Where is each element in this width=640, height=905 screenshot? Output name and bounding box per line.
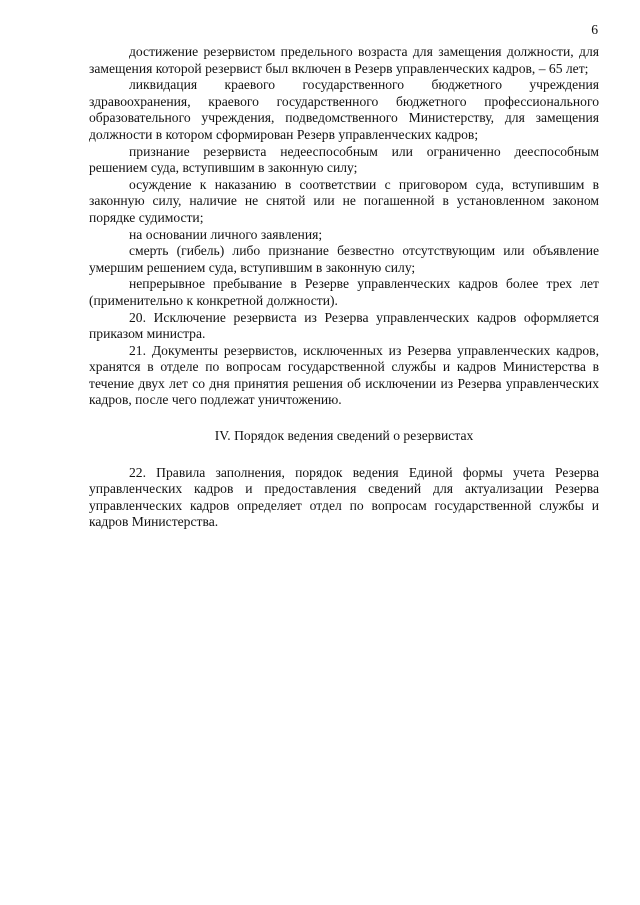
section-heading: IV. Порядок ведения сведений о резервистах — [214, 428, 474, 444]
paragraph-20: 20. Исключение резервиста из Резерва управленческих кадров оформляется приказом министра. — [89, 309, 599, 342]
paragraph-death: смерть (гибель) либо признание безвестно отсутствующим или объявление умершим решением суда, вступившим в законную силу; — [89, 243, 599, 275]
paragraph-liquidation: ликвидация краевого государственного бюджетного учреждения здравоохранения, краевого государственного бюджетного профессионального образовательного учреждения, подведомственного Министерству, для замещения должности в котором сформирован Резерв управленческих кадров; — [89, 77, 599, 142]
paragraph-conviction: осуждение к наказанию в соответствии с приговором суда, вступившим в законную силу, наличие не снятой или не погашенной в установленном законом порядке судимости; — [89, 176, 599, 225]
paragraph-three-years: непрерывное пребывание в Резерве управленческих кадров более трех лет (применительно к конкретной должности). — [89, 276, 599, 308]
paragraph-age-limit: достижение резервистом предельного возраста для замещения должности, для замещения которой резервист был включен в Резерв управленческих кадров, – 65 лет; — [89, 44, 599, 76]
paragraph-22: 22. Правила заполнения, порядок ведения Единой формы учета Резерва управленческих кадров и предоставления сведений для актуализации Резерва управленческих кадров определяет отдел по вопросам государственной службы и кадров Министерства. — [89, 464, 599, 530]
document-body — [89, 44, 599, 531]
page-number: 6 — [591, 22, 598, 37]
paragraph-incapacity: признание резервиста недееспособным или ограниченно дееспособным решением суда, вступившим в законную силу; — [89, 143, 599, 176]
paragraph-personal-statement: на основании личного заявления; — [129, 226, 323, 242]
paragraph-21: 21. Документы резервистов, исключенных из Резерва управленческих кадров, хранятся в отделе по вопросам государственной службы и кадров Министерства в течение двух лет со дня принятия решения об исключении из Резерва управленческих кадров, после чего подлежат уничтожению. — [89, 342, 599, 408]
